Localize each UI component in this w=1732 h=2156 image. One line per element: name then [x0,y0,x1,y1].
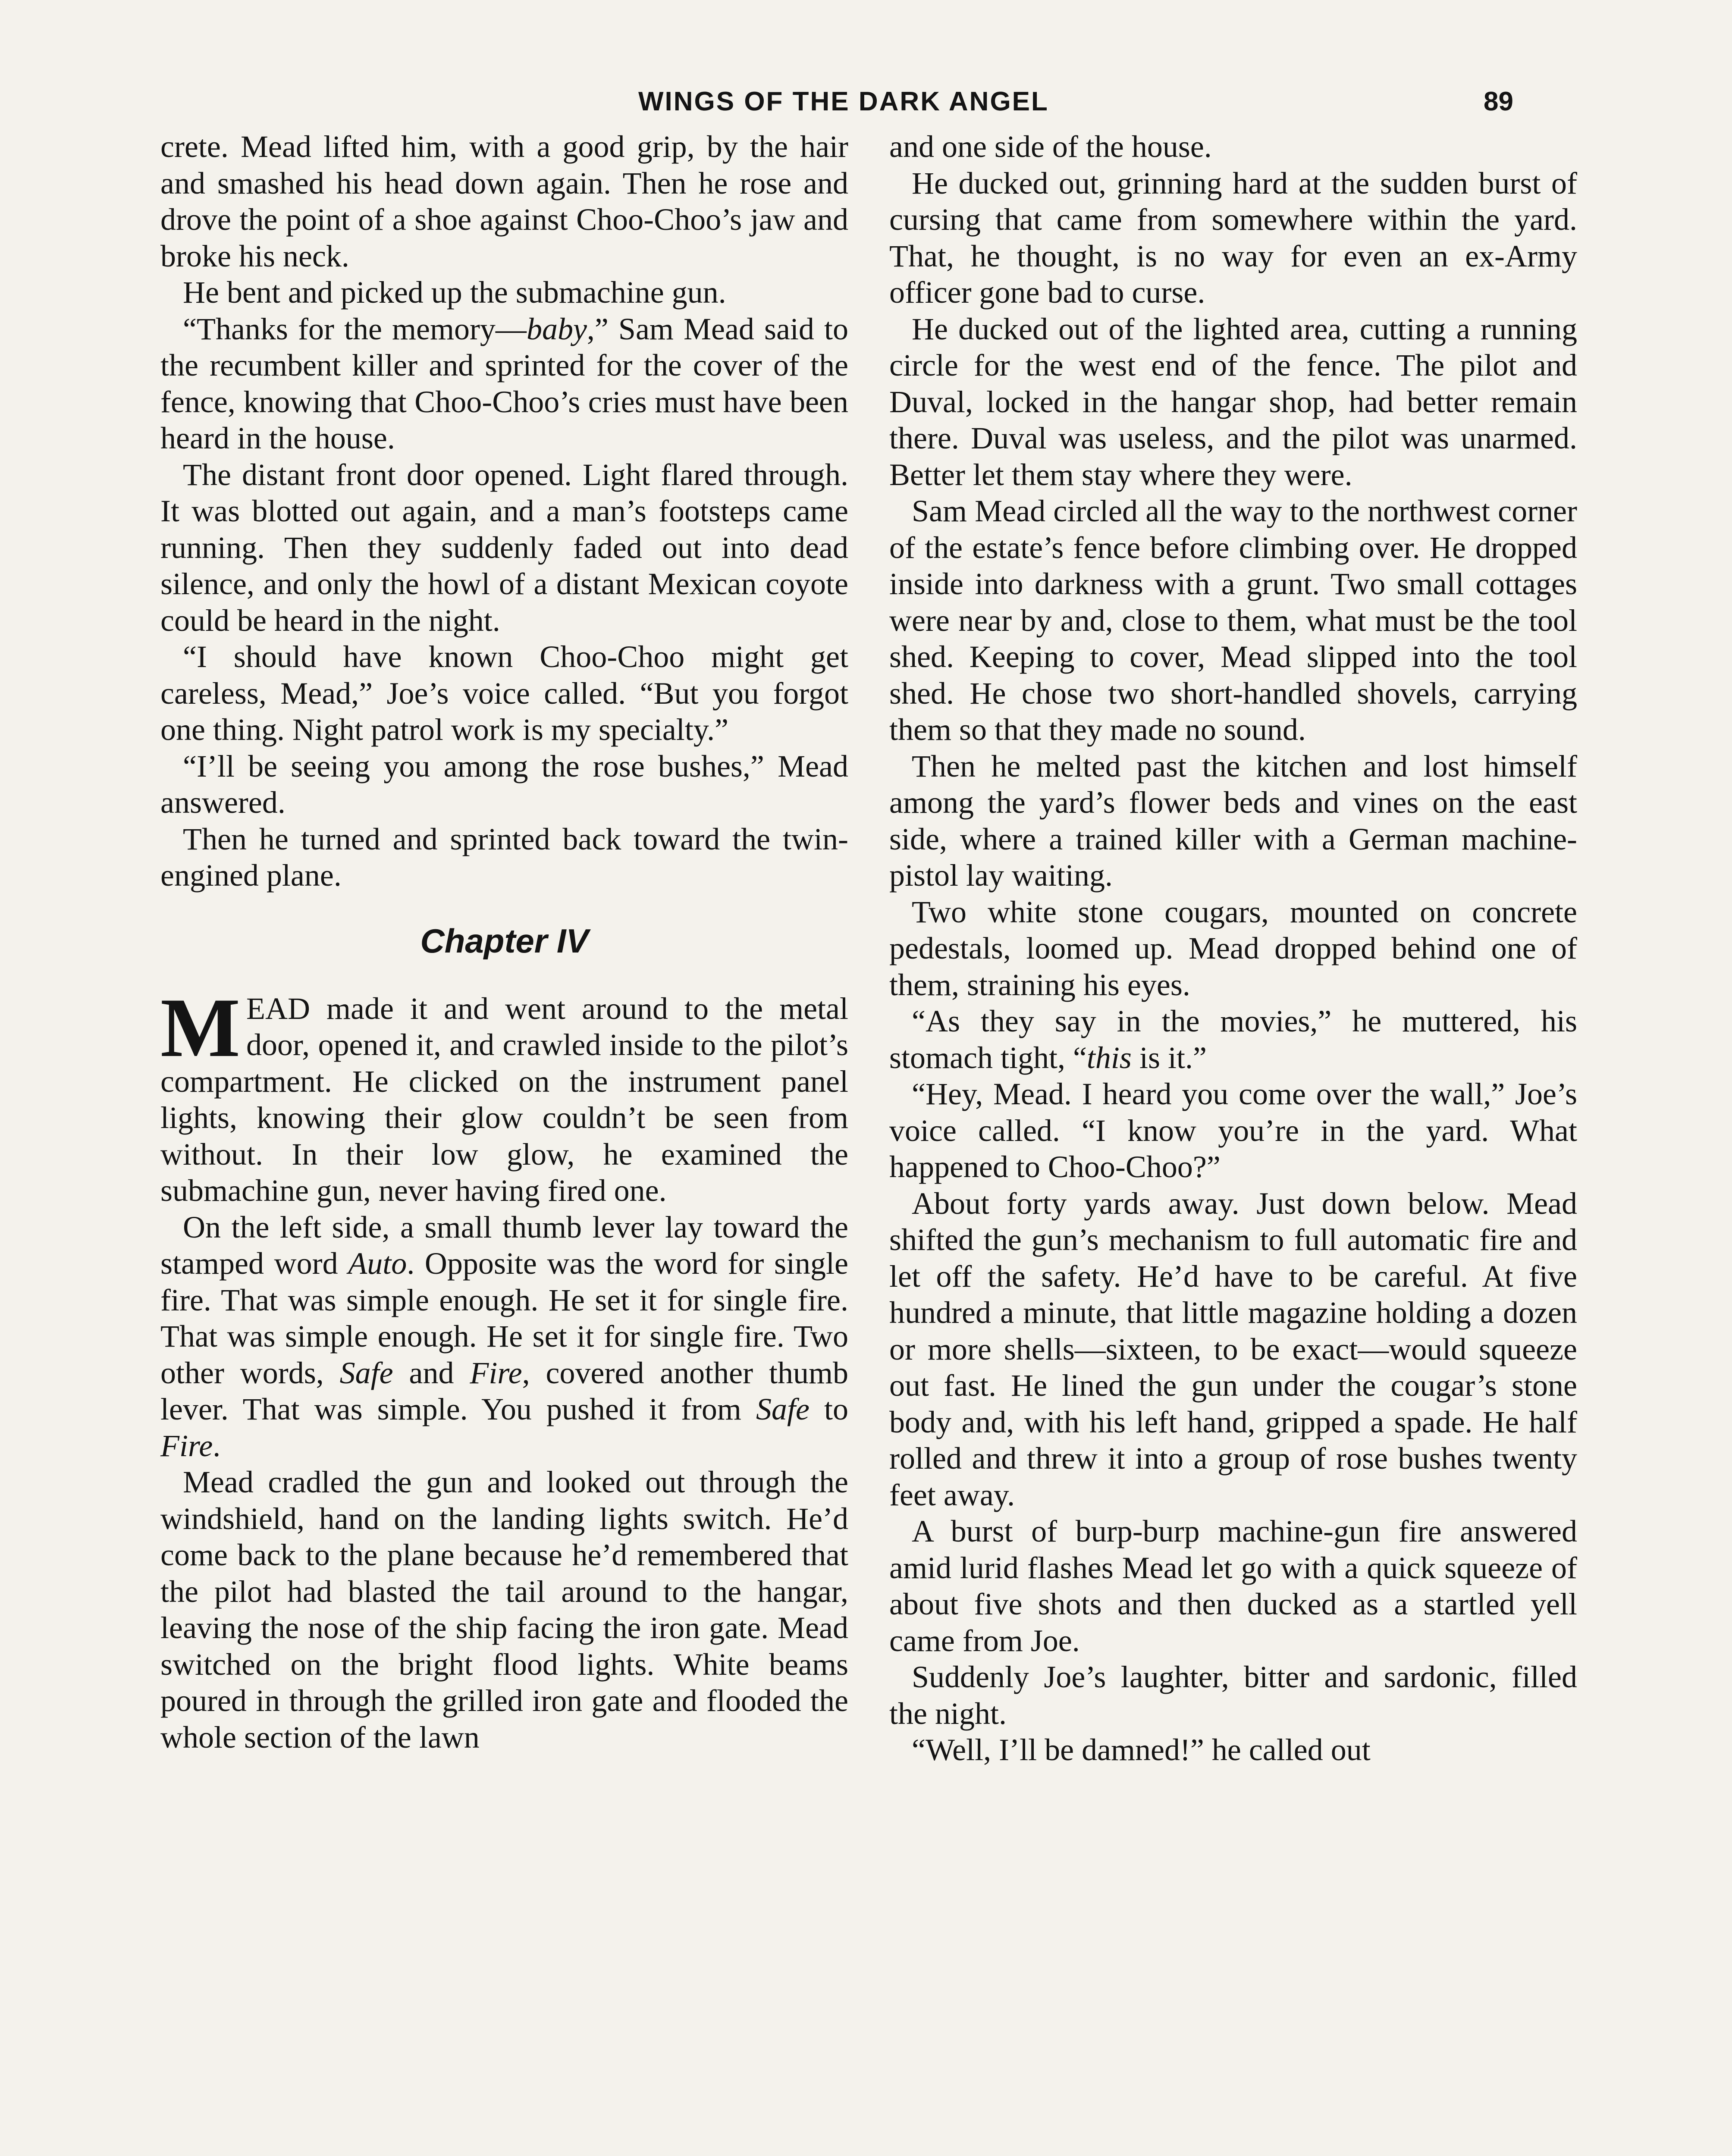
paragraph: Mead cradled the gun and looked out through the windshield, hand on the landing lights switch. He’d come back to the plane because he’d remembered that the pilot had blasted the tail around to the hangar, leaving the nose of the ship facing the iron gate. Mead switched on the bright flood lights. White beams poured in through the grilled iron gate and flooded the whole section of the lawn [160,1465,848,1755]
running-title: WINGS OF THE DARK ANGEL [638,87,1049,116]
paragraph: Two white stone cougars, mounted on concrete pedestals, loomed up. Mead dropped behind one of them, straining his eyes. [889,894,1577,1002]
paragraph: Sam Mead circled all the way to the northwest corner of the estate’s fence before climbing over. He dropped inside into darkness with a grunt. Two small cottages were near by and, close to them, what must be the tool shed. Keeping to cover, Mead slipped into the tool shed. He chose two short-handled shovels, carrying them so that they made no sound. [889,494,1577,747]
paragraph: The distant front door opened. Light flared through. It was blotted out again, and a man’s footsteps came running. Then they suddenly faded out into dead silence, and only the howl of a distant Mexican coyote could be heard in the night. [160,457,848,638]
left-column [160,128,848,1755]
right-column [889,128,1577,1768]
paragraph: crete. Mead lifted him, with a good grip, by the hair and smashed his head down again. Then he rose and drove the point of a shoe against Choo-Choo’s jaw and broke his neck. [160,129,848,273]
paragraph: “Thanks for the memory—baby,” Sam Mead said to the recumbent killer and sprinted for the cover of the fence, knowing that Choo-Choo’s cries must have been heard in the house. [160,311,848,455]
paragraph: Then he turned and sprinted back toward the twin-engined plane. [160,821,848,893]
paragraph: “I’ll be seeing you among the rose bushes,” Mead answered. [160,749,848,820]
paragraph-text: EAD made it and went around to the metal door, opened it, and crawled inside to the pilot’s compartment. He clicked on the instrument panel lights, knowing their glow couldn’t be seen from without. In their low glow, he examined the submachine gun, never having fired one. [160,991,848,1208]
paragraph: “Hey, Mead. I heard you come over the wall,” Joe’s voice called. “I know you’re in the yard. What happened to Choo-Choo?” [889,1077,1577,1184]
paragraph: He ducked out, grinning hard at the sudden burst of cursing that came from somewhere within the yard. That, he thought, is no way for even an ex-Army officer gone bad to curse. [889,166,1577,310]
paragraph: He ducked out of the lighted area, cutting a running circle for the west end of the fence. The pilot and Duval, locked in the hangar shop, had better remain there. Duval was useless, and the pilot was unarmed. Better let them stay where they were. [889,311,1577,492]
paragraph: Then he melted past the kitchen and lost himself among the yard’s flower beds and vines on the east side, where a trained killer with a German machine-pistol lay waiting. [889,749,1577,893]
paragraph: “I should have known Choo-Choo might get careless, Mead,” Joe’s voice called. “But you forgot one thing. Night patrol work is my specialty.” [160,639,848,747]
paragraph: Suddenly Joe’s laughter, bitter and sardonic, filled the night. [889,1660,1577,1731]
chapter-heading: Chapter IV [420,921,589,960]
paragraph: and one side of the house. [889,129,1212,164]
paragraph: He bent and picked up the submachine gun. [183,275,726,310]
page-number: 89 [1484,87,1513,116]
chapter-opening-paragraph [160,981,848,1209]
paragraph: “As they say in the movies,” he muttered, his stomach tight, “this is it.” [889,1004,1577,1075]
drop-cap: M [160,981,240,1075]
paragraph: “Well, I’ll be damned!” he called out [912,1733,1371,1767]
paragraph: On the left side, a small thumb lever lay toward the stamped word Auto. Opposite was the word for single fire. That was simple enough. He set it for single fire. That was simple enough. He set it for single fire. Two other words, Safe and Fire, covered another thumb lever. That was simple. You pushed it from Safe to Fire. [160,1210,848,1463]
paragraph: A burst of burp-burp machine-gun fire answered amid lurid flashes Mead let go with a quick squeeze of about five shots and then ducked as a startled yell came from Joe. [889,1514,1577,1658]
paragraph: About forty yards away. Just down below. Mead shifted the gun’s mechanism to full automatic fire and let off the safety. He’d have to be careful. At five hundred a minute, that little magazine holding a dozen or more shells—sixteen, to be exact—would squeeze out fast. He lined the gun under the cougar’s stone body and, with his left hand, gripped a spade. He half rolled and threw it into a group of rose bushes twenty feet away. [889,1186,1577,1512]
